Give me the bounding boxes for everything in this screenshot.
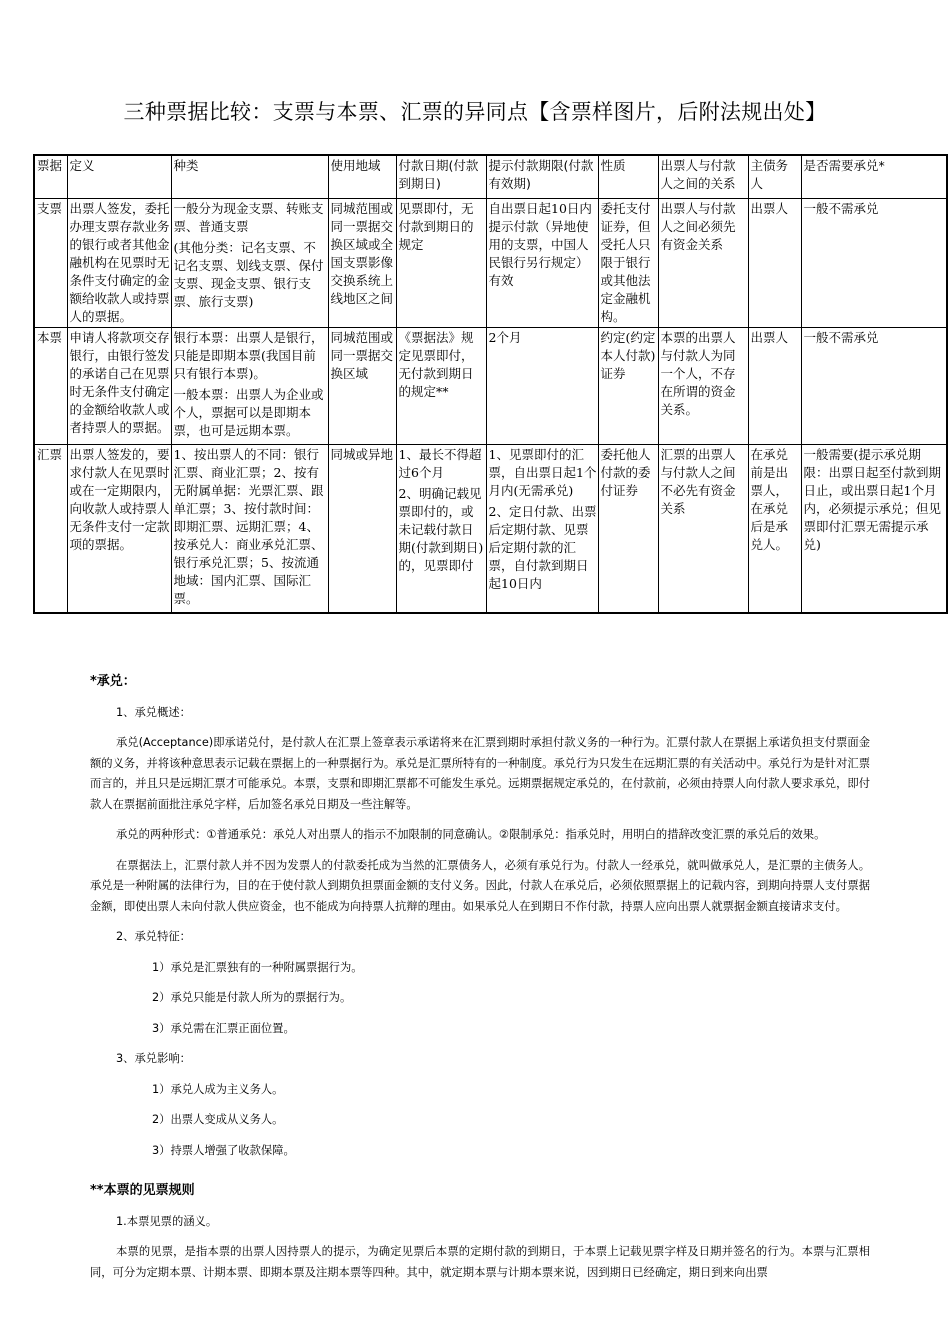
due-item: 2、明确记载见票即付的，或未记载付款日期(付款到期日)的，见票即付 bbox=[398, 486, 484, 573]
header-cell: 主债务人 bbox=[748, 155, 801, 199]
list-item: 2）出票人变成从义务人。 bbox=[152, 1113, 284, 1126]
region-cell: 同城或异地 bbox=[328, 445, 396, 614]
relation-cell: 汇票的出票人与付款人之间不必先有资金关系 bbox=[658, 445, 748, 614]
nature-cell: 委托他人付款的委付证券 bbox=[598, 445, 658, 614]
due-item: 1、最长不得超过6个月 bbox=[398, 447, 482, 480]
kinds-cell bbox=[171, 328, 328, 445]
definition-cell: 申请人将款项交存银行，由银行签发的承诺自己在见票时无条件支付确定的金额给收款人或者持票人的票据。 bbox=[67, 328, 171, 445]
table-row bbox=[34, 445, 947, 614]
kinds-text: 银行本票：出票人是银行，只能是即期本票(我国目前只有银行本票)。 bbox=[173, 330, 324, 381]
list-item: 3）承兑需在汇票正面位置。 bbox=[152, 1021, 295, 1035]
debtor-cell: 出票人 bbox=[748, 199, 801, 328]
table-row bbox=[34, 199, 947, 328]
table-row bbox=[34, 328, 947, 445]
kinds-text: (其他分类：记名支票、不记名支票、划线支票、保付支票、现金支票、银行支票、旅行支票) bbox=[173, 240, 324, 309]
header-cell: 种类 bbox=[171, 155, 328, 199]
comparison-table bbox=[33, 154, 948, 614]
period-item: 2、定日付款、出票后定期付款、见票后定期付款的汇票，自付款到期日起10日内 bbox=[488, 504, 597, 591]
region-cell: 同城范围或同一票据交换区域或全国支票影像交换系统上线地区之间 bbox=[328, 199, 396, 328]
due-cell: 见票即付，无付款到期日的规定 bbox=[396, 199, 486, 328]
paragraph: 本票的见票，是指本票的出票人因持票人的提示，为确定见票后本票的定期付款的到期日，于本票上记载见票字样及日期并签名的行为。本票与汇票相同，可分为定期本票、计期本票、即期本票及注期本票等四种。其中，就定期本票与计期本票来说，因到期日已经确定，期日到来向出票 bbox=[90, 1245, 870, 1279]
period-cell: 2个月 bbox=[486, 328, 598, 445]
acceptance-heading: *承兑： bbox=[90, 674, 136, 689]
header-cell: 票据 bbox=[34, 155, 67, 199]
list-item: 1）承兑是汇票独有的一种附属票据行为。 bbox=[152, 960, 363, 974]
header-cell: 定义 bbox=[67, 155, 171, 199]
acceptance-cell: 一般不需承兑 bbox=[801, 328, 947, 445]
period-cell bbox=[486, 445, 598, 614]
row-name-cell: 汇票 bbox=[34, 445, 67, 614]
table-header-row bbox=[34, 155, 947, 199]
section-heading: 3、承兑影响： bbox=[116, 1052, 191, 1065]
paragraph: 承兑(Acceptance)即承诺兑付，是付款人在汇票上签章表示承诺将来在汇票到期时承担付款义务的一种行为。汇票付款人在票据上承诺负担支付票面金额的义务，并将该种意思表示记载在票据上的一种票据行为。承兑是汇票所特有的一种制度。承兑行为只发生在远期汇票的有关活动中。承兑行为是针对汇票而言的，并且只是远期汇票才可能承兑。本票，支票和即期汇票都不可能发生承兑。远期票据规定承兑的，在付款前，必须由持票人向付款人要求承兑，即付款人在票据前面批注承兑字样，后加签名承兑日期及一些注解等。 bbox=[90, 736, 870, 811]
kinds-cell bbox=[171, 199, 328, 328]
row-name-cell: 支票 bbox=[34, 199, 67, 328]
kinds-cell bbox=[171, 445, 328, 614]
section-heading: 1.本票见票的涵义。 bbox=[116, 1214, 218, 1228]
list-item: 1）承兑人成为主义务人。 bbox=[152, 1082, 284, 1096]
paragraph: 承兑的两种形式：①普通承兑：承兑人对出票人的指示不加限制的同意确认。②限制承兑：指承兑时，用明白的措辞改变汇票的承兑后的效果。 bbox=[116, 828, 826, 841]
list-item: 3）持票人增强了收款保障。 bbox=[152, 1143, 295, 1157]
kinds-text: 一般本票：出票人为企业或个人，票据可以是即期本票，也可是远期本票。 bbox=[173, 387, 324, 438]
header-cell: 出票人与付款人之间的关系 bbox=[658, 155, 748, 199]
period-item: 1、见票即付的汇票，自出票日起1个月内(无需承兑) bbox=[488, 447, 597, 498]
definition-cell: 出票人签发，委托办理支票存款业务的银行或者其他金融机构在见票时无条件支付确定的金额给收款人或持票人的票据。 bbox=[67, 199, 171, 328]
acceptance-cell: 一般不需承兑 bbox=[801, 199, 947, 328]
relation-cell: 本票的出票人与付款人为同一个人，不存在所谓的资金关系。 bbox=[658, 328, 748, 445]
nature-cell: 委托支付证券，但受托人只限于银行或其他法定金融机构。 bbox=[598, 199, 658, 328]
due-cell bbox=[396, 445, 486, 614]
row-name-cell: 本票 bbox=[34, 328, 67, 445]
header-cell: 使用地域 bbox=[328, 155, 396, 199]
header-cell: 是否需要承兑* bbox=[801, 155, 947, 199]
header-cell: 付款日期(付款到期日) bbox=[396, 155, 486, 199]
region-cell: 同城范围或同一票据交换区域 bbox=[328, 328, 396, 445]
paragraph: 在票据法上，汇票付款人并不因为发票人的付款委托成为当然的汇票债务人，必须有承兑行为。付款人一经承兑，就叫做承兑人，是汇票的主债务人。承兑是一种附属的法律行为，目的在于使付款人到期负担票面金额的支付义务。因此，付款人在承兑后，必须依照票据上的记载内容，到期向持票人支付票据金额，即使出票人未向付款人供应资金，也不能成为向持票人抗辩的理由。如果承兑人在到期日不作付款，持票人应向出票人就票据金额直接请求支付。 bbox=[90, 858, 870, 913]
nature-cell: 约定(约定本人付款)证券 bbox=[598, 328, 658, 445]
relation-cell: 出票人与付款人之间必须先有资金关系 bbox=[658, 199, 748, 328]
section-heading: 2、承兑特征： bbox=[116, 930, 191, 943]
definition-cell: 出票人签发的，要求付款人在见票时或在一定期限内，向收款人或持票人无条件支付一定款项的票据。 bbox=[67, 445, 171, 614]
period-cell: 自出票日起10日内提示付款（异地使用的支票，中国人民银行另行规定）有效 bbox=[486, 199, 598, 328]
debtor-cell: 在承兑前是出票人，在承兑后是承兑人。 bbox=[748, 445, 801, 614]
kinds-text: 1、按出票人的不同：银行汇票、商业汇票；2、按有无附属单据：光票汇票、跟单汇票；3、按付款时间：即期汇票、远期汇票；4、按承兑人：商业承兑汇票、银行承兑汇票；5、按流通地域：国内汇票、国际汇票。 bbox=[173, 447, 324, 606]
kinds-text: 一般分为现金支票、转账支票、普通支票 bbox=[173, 201, 324, 234]
section-heading: 1、承兑概述： bbox=[116, 705, 191, 719]
due-cell: 《票据法》规定见票即付，无付款到期日的规定** bbox=[396, 328, 486, 445]
list-item: 2）承兑只能是付款人所为的票据行为。 bbox=[152, 991, 352, 1004]
header-cell: 提示付款期限(付款有效期) bbox=[486, 155, 598, 199]
acceptance-cell: 一般需要(提示承兑期限：出票日起至付款到期日止，或出票日起1个月内，必须提示承兑；但见票即付汇票无需提示承兑) bbox=[801, 445, 947, 614]
promissory-heading: **本票的见票规则 bbox=[90, 1183, 195, 1198]
notes-section bbox=[90, 672, 870, 1283]
page-title: 三种票据比较：支票与本票、汇票的异同点【含票样图片，后附法规出处】 bbox=[123, 100, 827, 124]
header-cell: 性质 bbox=[598, 155, 658, 199]
debtor-cell: 出票人 bbox=[748, 328, 801, 445]
